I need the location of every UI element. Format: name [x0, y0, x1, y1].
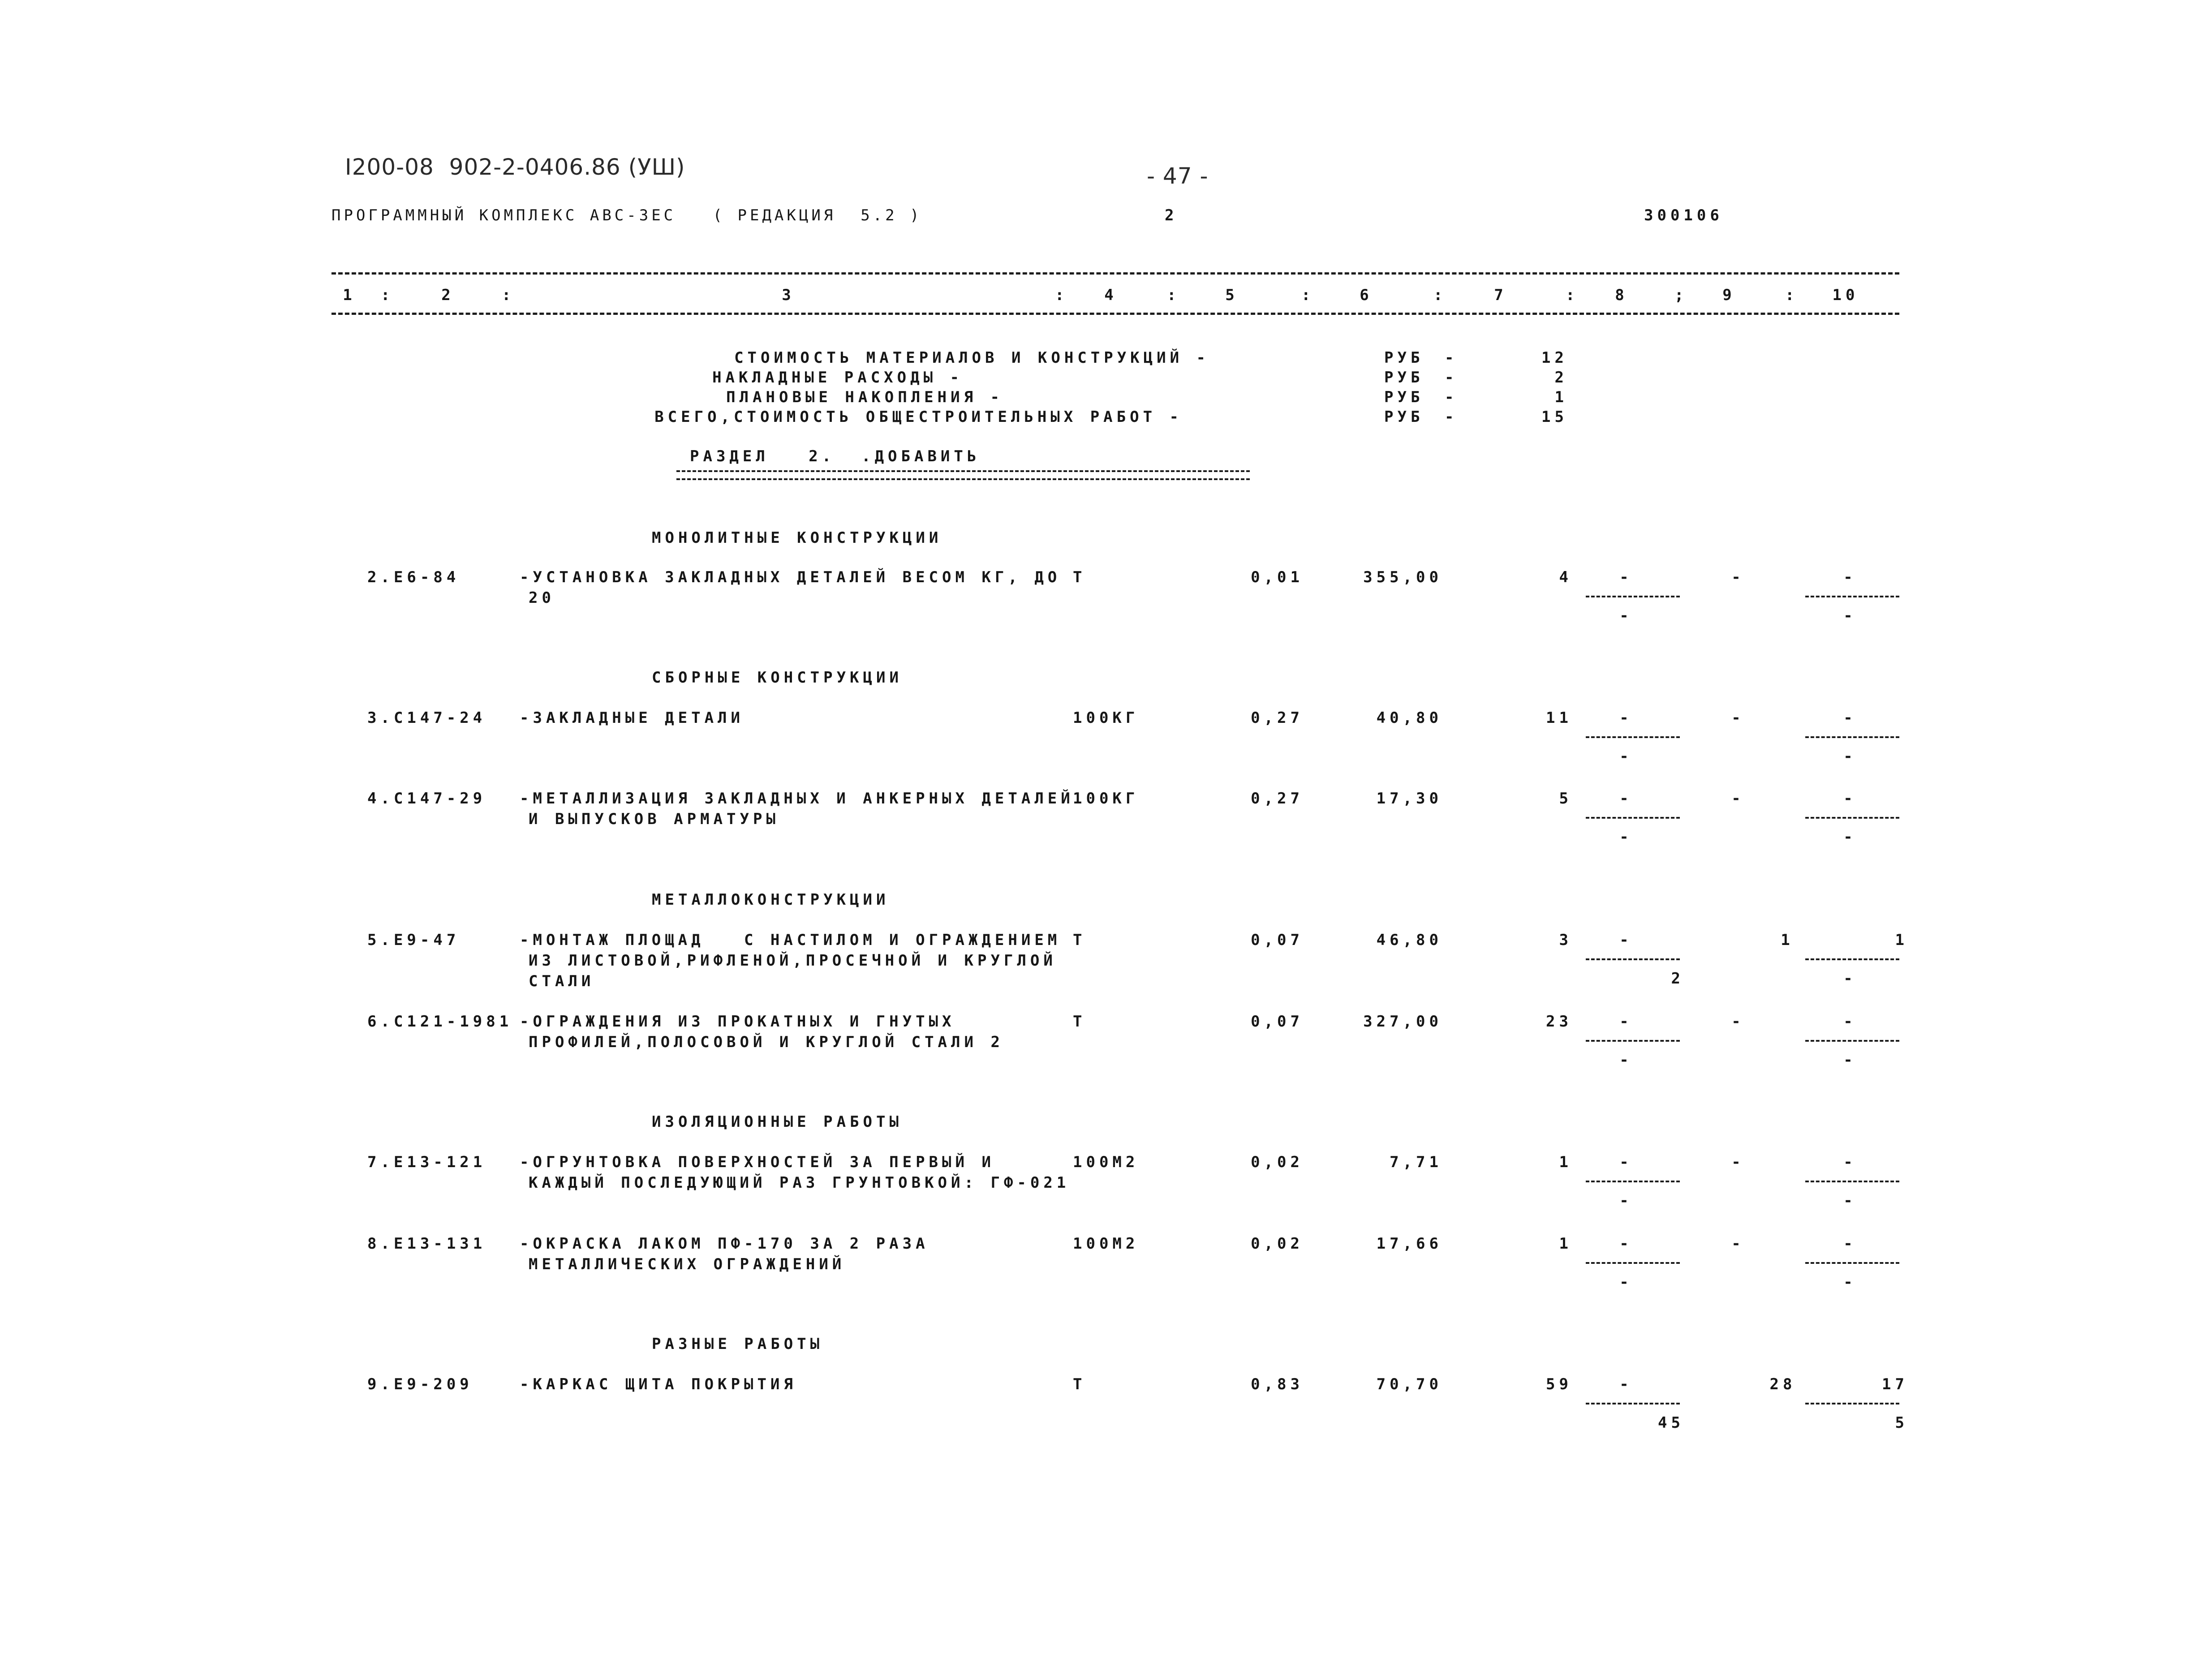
row-col8-top: - — [1619, 1375, 1633, 1393]
row-col8-bottom: - — [1619, 828, 1633, 846]
summary-value: 15 — [1541, 408, 1568, 426]
col-separator: : — [1433, 286, 1447, 304]
fraction-rule — [1805, 596, 1899, 597]
row-col10-top: 17 — [1882, 1375, 1908, 1393]
row-unit: Т — [1073, 1013, 1086, 1031]
summary-sep: - — [1445, 369, 1458, 387]
col-separator: : — [1167, 286, 1180, 304]
row-total: 11 — [1546, 709, 1572, 727]
row-description-cont: ИЗ ЛИСТОВОЙ,РИФЛЕНОЙ,ПРОСЕЧНОЙ И КРУГЛОЙ — [529, 952, 1057, 970]
summary-unit: РУБ — [1384, 388, 1424, 406]
row-description-cont: КАЖДЫЙ ПОСЛЕДУЮЩИЙ РАЗ ГРУНТОВКОЙ: ГФ-021 — [529, 1174, 1070, 1192]
fraction-rule — [1805, 958, 1899, 960]
summary-label: ПЛАНОВЫЕ НАКОПЛЕНИЯ - — [726, 388, 1003, 406]
summary-label: СТОИМОСТЬ МАТЕРИАЛОВ И КОНСТРУКЦИЙ - — [734, 349, 1209, 367]
header-rule-top — [331, 272, 1899, 275]
row-col8-top: - — [1619, 931, 1633, 949]
summary-label: НАКЛАДНЫЕ РАСХОДЫ - — [712, 369, 963, 387]
row-col8-bottom: 45 — [1658, 1414, 1684, 1432]
row-description: -ОГРУНТОВКА ПОВЕРХНОСТЕЙ ЗА ПЕРВЫЙ И — [520, 1153, 995, 1171]
summary-sep: - — [1445, 388, 1458, 406]
fraction-rule — [1586, 817, 1680, 819]
row-col8-top: - — [1619, 1153, 1633, 1171]
row-col10-top: - — [1843, 568, 1857, 586]
row-unit: Т — [1073, 1375, 1086, 1393]
row-col10-bottom: - — [1843, 607, 1857, 625]
program-name: ПРОГРАММНЫЙ КОМПЛЕКС АВС-3ЕС ( РЕДАКЦИЯ 5.2 ) — [331, 206, 922, 224]
col-header-3: 3 — [782, 286, 795, 304]
row-code: 6.С121-1981 — [367, 1013, 513, 1031]
section-title: РАЗДЕЛ 2. .ДОБАВИТЬ — [690, 447, 981, 465]
row-quantity: 0,27 — [1251, 790, 1304, 807]
row-col9: - — [1731, 709, 1745, 727]
row-col9: - — [1731, 1153, 1745, 1171]
row-col10-top: - — [1843, 1235, 1857, 1253]
row-col9: - — [1731, 1235, 1745, 1253]
row-description-cont: И ВЫПУСКОВ АРМАТУРЫ — [529, 810, 779, 828]
row-unit-price: 7,71 — [1390, 1153, 1442, 1171]
summary-unit: РУБ — [1384, 369, 1424, 387]
summary-label: ВСЕГО,СТОИМОСТЬ ОБЩЕСТРОИТЕЛЬНЫХ РАБОТ - — [654, 408, 1183, 426]
row-col10-bottom: - — [1843, 1051, 1857, 1069]
row-col10-bottom: - — [1843, 1273, 1857, 1291]
row-description: -ОГРАЖДЕНИЯ ИЗ ПРОКАТНЫХ И ГНУТЫХ — [520, 1013, 955, 1031]
row-description: -КАРКАС ЩИТА ПОКРЫТИЯ — [520, 1375, 797, 1393]
row-unit-price: 327,00 — [1363, 1013, 1442, 1031]
row-col10-top: - — [1843, 709, 1857, 727]
fraction-rule — [1805, 1181, 1899, 1182]
row-code: 4.С147-29 — [367, 790, 486, 807]
row-unit-price: 17,66 — [1376, 1235, 1442, 1253]
fraction-rule — [1586, 736, 1680, 738]
row-description-cont: СТАЛИ — [529, 972, 595, 990]
row-col8-bottom: 2 — [1671, 970, 1684, 988]
page-number: - 47 - — [1147, 163, 1209, 189]
row-unit-price: 17,30 — [1376, 790, 1442, 807]
row-total: 59 — [1546, 1375, 1572, 1393]
row-total: 4 — [1559, 568, 1572, 586]
row-col10-bottom: - — [1843, 1192, 1857, 1210]
group-heading: РАЗНЫЕ РАБОТЫ — [652, 1335, 824, 1353]
summary-value: 2 — [1554, 369, 1568, 387]
col-header-2: 2 — [441, 286, 455, 304]
row-unit-price: 40,80 — [1376, 709, 1442, 727]
row-quantity: 0,27 — [1251, 709, 1304, 727]
row-description: -МЕТАЛЛИЗАЦИЯ ЗАКЛАДНЫХ И АНКЕРНЫХ ДЕТАЛЕЙ — [520, 790, 1074, 807]
summary-value: 12 — [1541, 349, 1568, 367]
section-underline — [676, 470, 1250, 480]
col-header-8: 8 — [1615, 286, 1628, 304]
row-col8-top: - — [1619, 1235, 1633, 1253]
document-code: I200-08 902-2-0406.86 (УШ) — [345, 154, 685, 180]
row-quantity: 0,02 — [1251, 1235, 1304, 1253]
row-unit: 100М2 — [1073, 1153, 1139, 1171]
row-col10-top: - — [1843, 1013, 1857, 1031]
group-heading: МЕТАЛЛОКОНСТРУКЦИИ — [652, 891, 890, 909]
row-unit: Т — [1073, 931, 1086, 949]
row-unit: 100КГ — [1073, 709, 1139, 727]
row-code: 5.Е9-47 — [367, 931, 460, 949]
fraction-rule — [1805, 1262, 1899, 1264]
sheet-number: 2 — [1165, 206, 1178, 224]
row-total: 3 — [1559, 931, 1572, 949]
row-total: 5 — [1559, 790, 1572, 807]
col-header-5: 5 — [1225, 286, 1239, 304]
col-separator: : — [502, 286, 515, 304]
col-header-7: 7 — [1494, 286, 1507, 304]
row-code: 2.Е6-84 — [367, 568, 460, 586]
col-separator: : — [1785, 286, 1799, 304]
row-col10-top: 1 — [1895, 931, 1908, 949]
row-quantity: 0,02 — [1251, 1153, 1304, 1171]
col-separator: : — [1301, 286, 1315, 304]
row-unit-price: 355,00 — [1363, 568, 1442, 586]
row-col8-top: - — [1619, 790, 1633, 807]
row-unit: 100М2 — [1073, 1235, 1139, 1253]
row-col8-bottom: - — [1619, 1273, 1633, 1291]
summary-sep: - — [1445, 349, 1458, 367]
row-unit-price: 46,80 — [1376, 931, 1442, 949]
row-col10-bottom: 5 — [1895, 1414, 1908, 1432]
row-col9: 28 — [1769, 1375, 1796, 1393]
row-unit-price: 70,70 — [1376, 1375, 1442, 1393]
row-code: 9.Е9-209 — [367, 1375, 473, 1393]
row-quantity: 0,07 — [1251, 931, 1304, 949]
row-unit: 100КГ — [1073, 790, 1139, 807]
row-col8-bottom: - — [1619, 1192, 1633, 1210]
fraction-rule — [1586, 958, 1680, 960]
row-description-cont: ПРОФИЛЕЙ,ПОЛОСОВОЙ И КРУГЛОЙ СТАЛИ 2 — [529, 1033, 1004, 1051]
col-separator: : — [381, 286, 394, 304]
row-description: -МОНТАЖ ПЛОЩАД С НАСТИЛОМ И ОГРАЖДЕНИЕМ — [520, 931, 1061, 949]
fraction-rule — [1586, 596, 1680, 597]
group-heading: ИЗОЛЯЦИОННЫЕ РАБОТЫ — [652, 1113, 903, 1131]
row-col8-bottom: - — [1619, 1051, 1633, 1069]
row-col9: - — [1731, 568, 1745, 586]
fraction-rule — [1805, 736, 1899, 738]
row-col10-top: - — [1843, 1153, 1857, 1171]
row-unit: Т — [1073, 568, 1086, 586]
row-quantity: 0,83 — [1251, 1375, 1304, 1393]
group-heading: СБОРНЫЕ КОНСТРУКЦИИ — [652, 669, 903, 687]
row-col8-bottom: - — [1619, 607, 1633, 625]
summary-unit: РУБ — [1384, 349, 1424, 367]
col-separator: : — [1566, 286, 1579, 304]
row-col8-top: - — [1619, 568, 1633, 586]
col-header-9: 9 — [1722, 286, 1736, 304]
row-quantity: 0,07 — [1251, 1013, 1304, 1031]
row-quantity: 0,01 — [1251, 568, 1304, 586]
row-col8-top: - — [1619, 709, 1633, 727]
col-separator: : — [1055, 286, 1068, 304]
document-number: 300106 — [1644, 206, 1723, 224]
row-col10-bottom: - — [1843, 747, 1857, 765]
fraction-rule — [1586, 1403, 1680, 1404]
col-header-1: 1 — [343, 286, 356, 304]
row-description: -ЗАКЛАДНЫЕ ДЕТАЛИ — [520, 709, 744, 727]
fraction-rule — [1805, 817, 1899, 819]
row-total: 1 — [1559, 1153, 1572, 1171]
fraction-rule — [1805, 1403, 1899, 1404]
row-col8-top: - — [1619, 1013, 1633, 1031]
summary-value: 1 — [1554, 388, 1568, 406]
row-code: 8.Е13-131 — [367, 1235, 486, 1253]
fraction-rule — [1586, 1262, 1680, 1264]
col-header-4: 4 — [1104, 286, 1118, 304]
row-col9: - — [1731, 790, 1745, 807]
header-rule-bottom — [331, 313, 1899, 315]
group-heading: МОНОЛИТНЫЕ КОНСТРУКЦИИ — [652, 529, 942, 547]
row-code: 7.Е13-121 — [367, 1153, 486, 1171]
row-description-cont: МЕТАЛЛИЧЕСКИХ ОГРАЖДЕНИЙ — [529, 1255, 846, 1273]
row-col9: 1 — [1781, 931, 1794, 949]
col-header-10: 10 — [1832, 286, 1859, 304]
row-col8-bottom: - — [1619, 747, 1633, 765]
row-col10-top: - — [1843, 790, 1857, 807]
summary-unit: РУБ — [1384, 408, 1424, 426]
fraction-rule — [1805, 1040, 1899, 1042]
row-col10-bottom: - — [1843, 970, 1857, 988]
row-code: 3.С147-24 — [367, 709, 486, 727]
row-col9: - — [1731, 1013, 1745, 1031]
row-col10-bottom: - — [1843, 828, 1857, 846]
col-separator: ; — [1674, 286, 1688, 304]
row-total: 23 — [1546, 1013, 1572, 1031]
row-description: -УСТАНОВКА ЗАКЛАДНЫХ ДЕТАЛЕЙ ВЕСОМ КГ, ДО — [520, 568, 1061, 586]
fraction-rule — [1586, 1181, 1680, 1182]
summary-sep: - — [1445, 408, 1458, 426]
col-header-6: 6 — [1360, 286, 1373, 304]
row-description: -ОКРАСКА ЛАКОМ ПФ-170 ЗА 2 РАЗА — [520, 1235, 929, 1253]
row-total: 1 — [1559, 1235, 1572, 1253]
row-description-cont: 20 — [529, 589, 555, 607]
fraction-rule — [1586, 1040, 1680, 1042]
